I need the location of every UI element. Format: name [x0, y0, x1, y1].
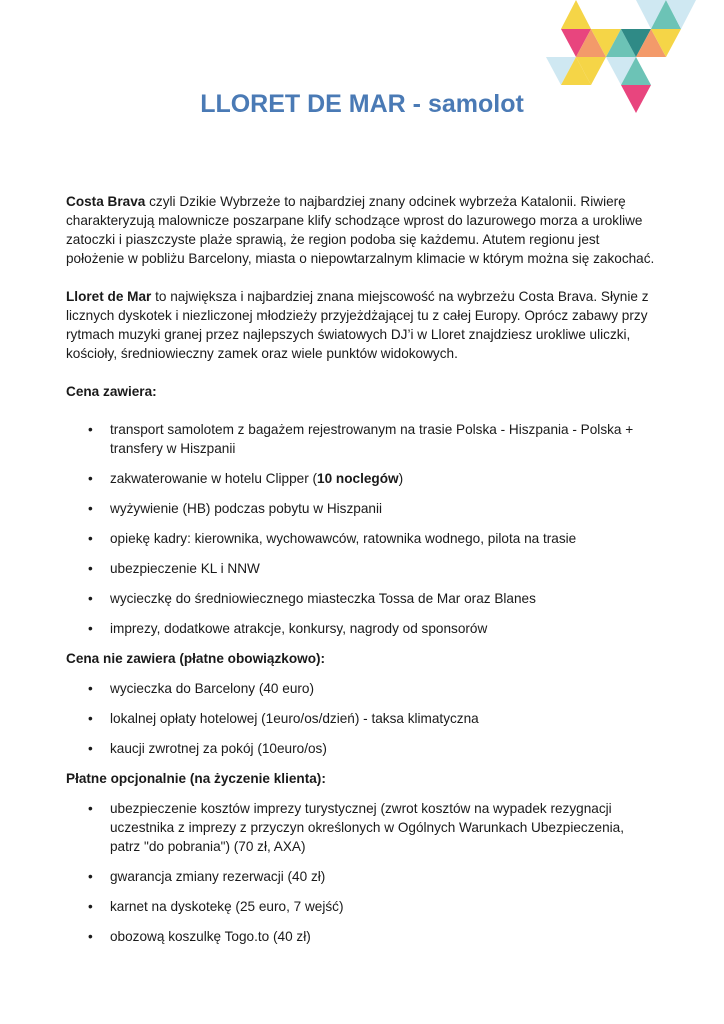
- list-item-text: zakwaterowanie w hotelu Clipper (: [110, 471, 318, 486]
- list-item: • gwarancja zmiany rezerwacji (40 zł): [66, 867, 656, 886]
- list-item: • lokalnej opłaty hotelowej (1euro/os/dzień) - taksa klimatyczna: [66, 709, 656, 728]
- optional-list: [66, 799, 656, 946]
- intro-paragraph-2: [66, 287, 656, 363]
- intro-paragraph-1: [66, 192, 656, 268]
- optional-heading: Płatne opcjonalnie (na życzenie klienta):: [66, 771, 326, 786]
- list-item: • imprezy, dodatkowe atrakcje, konkursy, nagrody od sponsorów: [66, 619, 656, 638]
- page-title: LLORET DE MAR - samolot: [200, 90, 524, 118]
- nights-bold: 10 noclegów: [317, 471, 399, 486]
- document-body: [66, 192, 656, 957]
- included-list: [66, 420, 656, 638]
- list-item: • wycieczkę do średniowiecznego miasteczka Tossa de Mar oraz Blanes: [66, 589, 656, 608]
- list-item: • kaucji zwrotnej za pokój (10euro/os): [66, 739, 656, 758]
- list-item: • obozową koszulkę Togo.to (40 zł): [66, 927, 656, 946]
- list-item: • opiekę kadry: kierownika, wychowawców, ratownika wodnego, pilota na trasie: [66, 529, 656, 548]
- included-heading: Cena zawiera:: [66, 384, 157, 399]
- excluded-heading: Cena nie zawiera (płatne obowiązkowo):: [66, 651, 326, 666]
- list-item: • transport samolotem z bagażem rejestrowanym na trasie Polska - Hiszpania - Polska + transfery w Hiszpanii: [66, 420, 656, 458]
- intro-paragraph-1-text: czyli Dzikie Wybrzeże to najbardziej znany odcinek wybrzeża Katalonii. Riwierę charakteryzują malownicze poszarpane klify schodzące wprost do lazurowego morza a urokliwe zatoczki i piaszczyste plaże sprawią, że region podoba się każdemu. Atutem regionu jest położenie w pobliżu Barcelony, miasta o niepowtarzalnym klimacie w którym można się zakochać.: [66, 194, 655, 266]
- costa-brava-bold: Costa Brava: [66, 194, 146, 209]
- intro-paragraph-2-text: to największa i najbardziej znana miejscowość na wybrzeżu Costa Brava. Słynie z licznych dyskotek i niezliczonej młodzieży przyjeżdżającej tu z całej Europy. Oprócz zabawy przy rytmach muzyki granej przez najlepszych światowych DJ’i w Lloret znajdziesz urokliwe uliczki, kościoły, średniowieczny zamek oraz wiele punktów widokowych.: [66, 289, 649, 361]
- lloret-bold: Lloret de Mar: [66, 289, 152, 304]
- list-item: • wycieczka do Barcelony (40 euro): [66, 679, 656, 698]
- list-item: • ubezpieczenie KL i NNW: [66, 559, 656, 578]
- list-item: • wyżywienie (HB) podczas pobytu w Hiszpanii: [66, 499, 656, 518]
- list-item: • ubezpieczenie kosztów imprezy turystycznej (zwrot kosztów na wypadek rezygnacji uczestnika z imprezy z przyczyn określonych w Ogólnych Warunkach Ubezpieczenia, patrz "do pobrania") (70 zł, AXA): [66, 799, 656, 856]
- excluded-list: [66, 679, 656, 758]
- list-item: [66, 469, 656, 488]
- list-item-text-end: ): [398, 471, 404, 486]
- list-item: • karnet na dyskotekę (25 euro, 7 wejść): [66, 897, 656, 916]
